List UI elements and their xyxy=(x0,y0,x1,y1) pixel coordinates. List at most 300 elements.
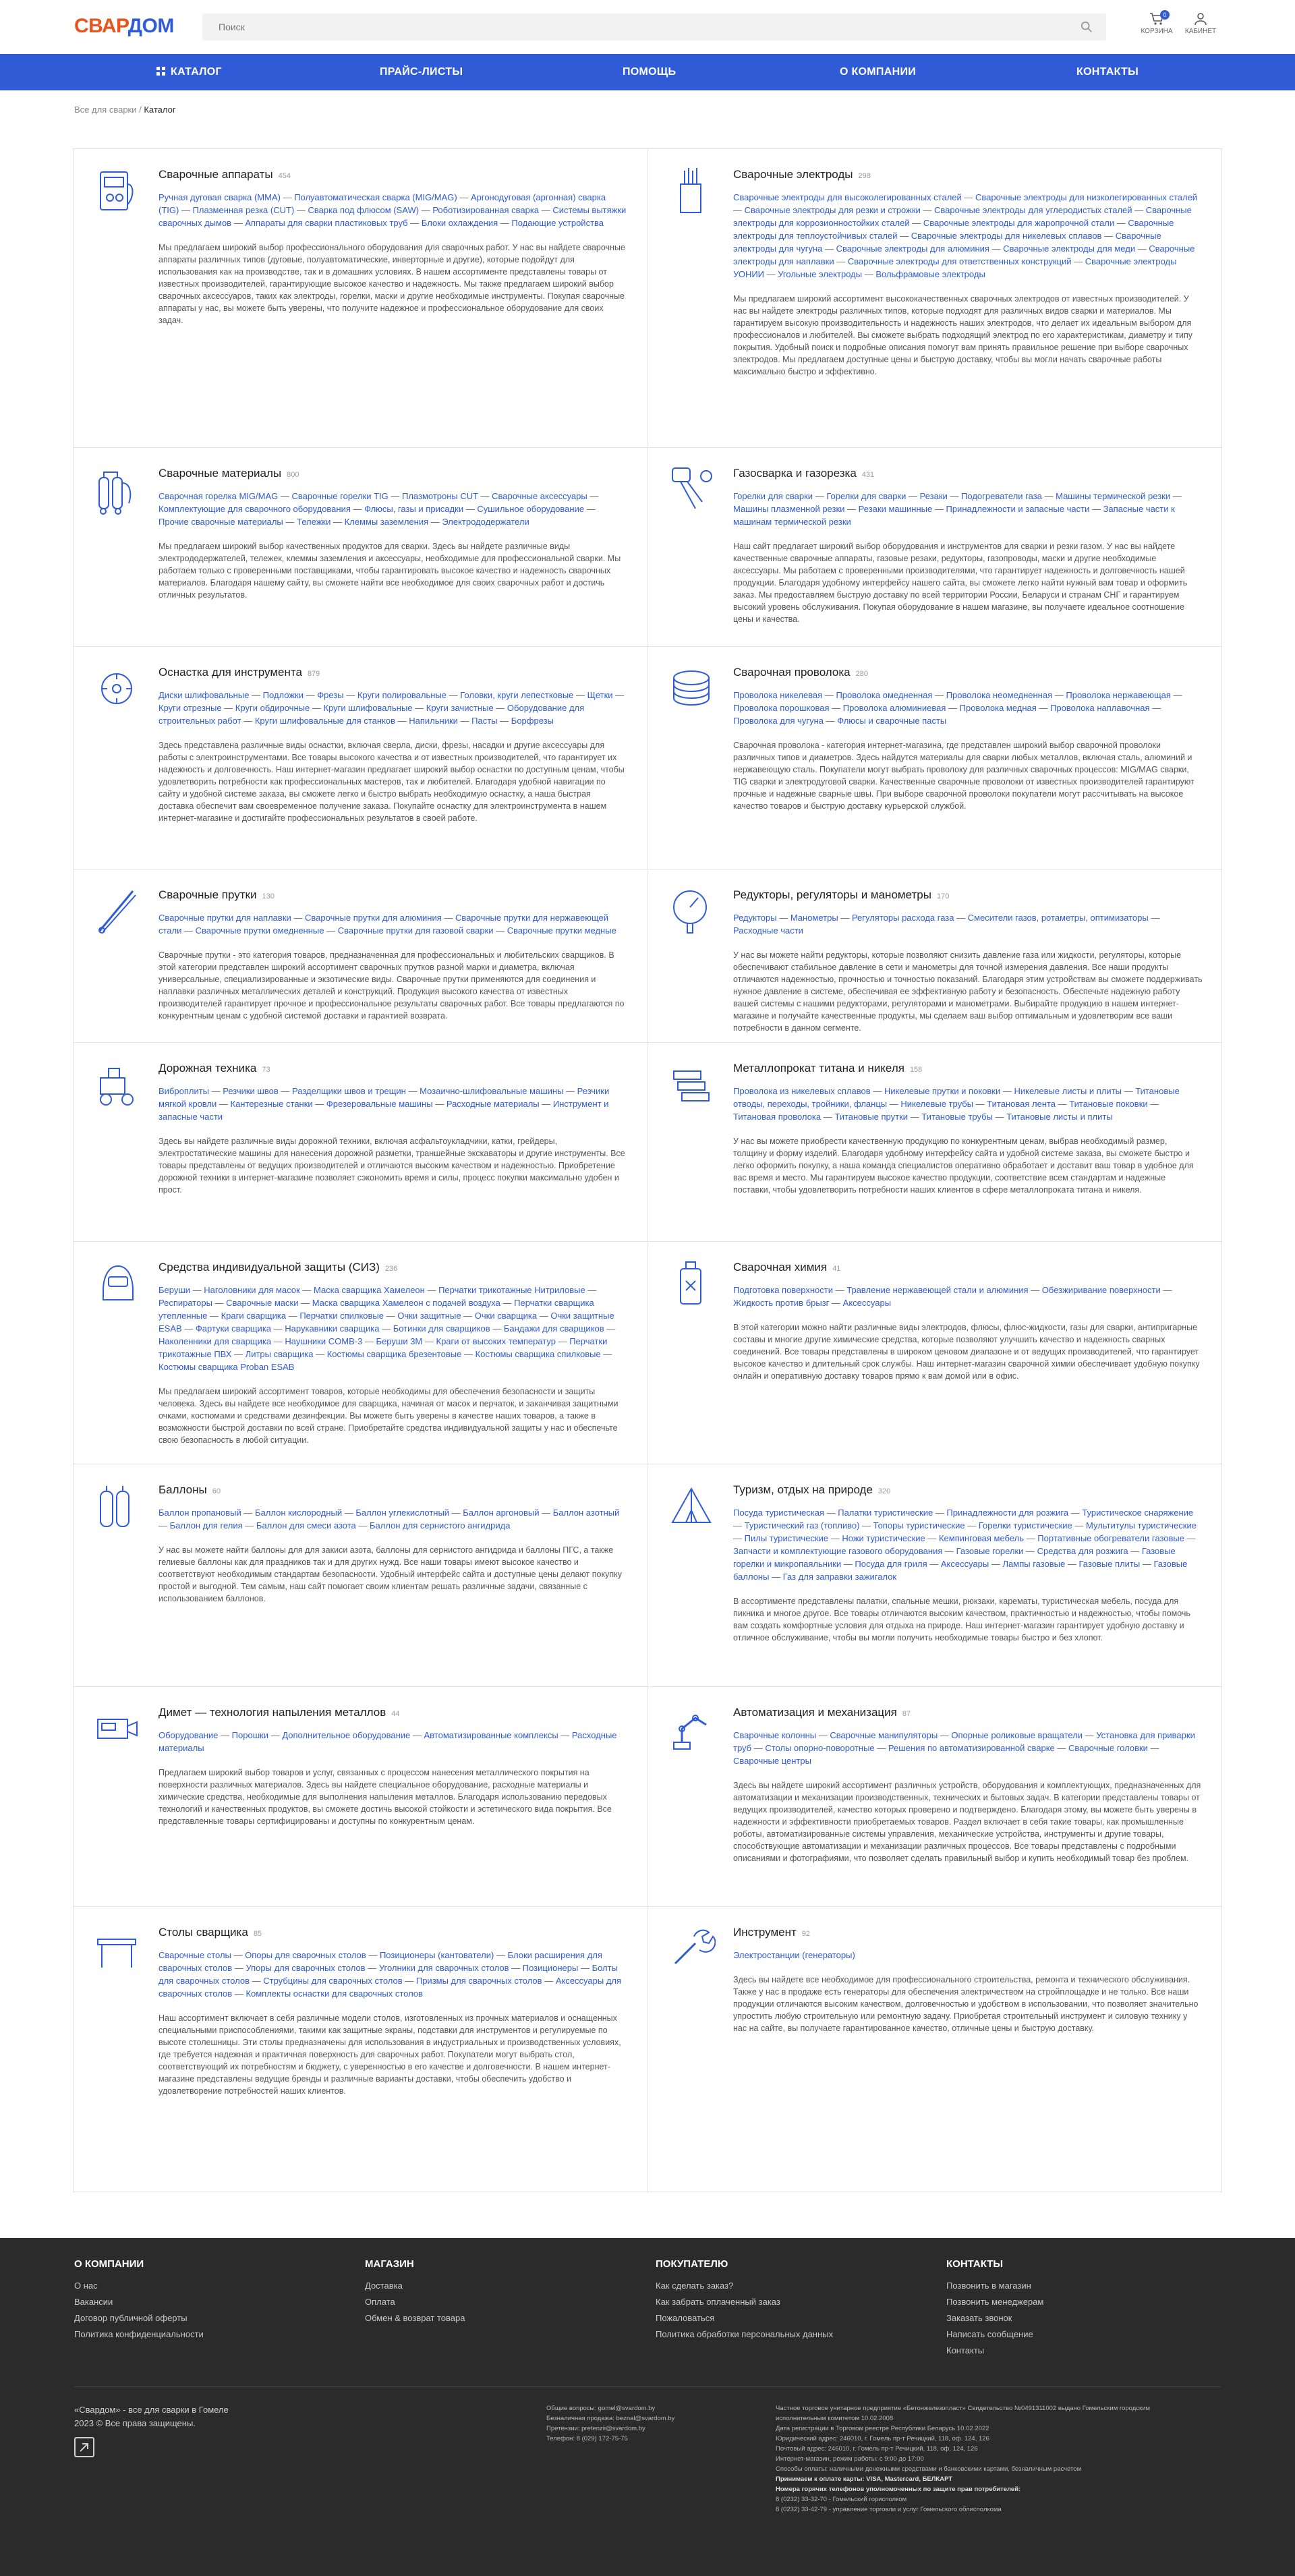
subcategory-link[interactable]: Проволока омедненная xyxy=(836,690,933,700)
category-title[interactable] xyxy=(733,1261,1203,1274)
category-title[interactable] xyxy=(733,467,1203,480)
footer-link[interactable]: Позвонить в магазин xyxy=(946,2281,1031,2291)
subcategory-link[interactable]: Портативные обогреватели газовые xyxy=(1037,1533,1184,1543)
category-count: 41 xyxy=(832,1265,841,1273)
subcategory-link[interactable]: Аргонодуговая (аргонная) сварка (TIG) xyxy=(159,192,606,215)
subcategory-link[interactable]: Опоры для сварочных столов xyxy=(245,1950,366,1960)
pressure-gauge-icon[interactable] xyxy=(668,884,716,938)
link-separator: — xyxy=(457,192,471,202)
subcategory-link[interactable]: Мультитулы туристические xyxy=(1086,1520,1197,1530)
welding-table-icon[interactable] xyxy=(94,1922,141,1976)
category-title[interactable] xyxy=(159,1706,627,1719)
subcategory-link[interactable]: Запчасти и комплектующие газового оборудования xyxy=(733,1546,943,1556)
subcategory-link[interactable]: Проволока алюминиевая xyxy=(842,703,946,713)
subcategory-link[interactable]: Проволока никелевая xyxy=(733,690,823,700)
subcategory-link[interactable]: Блоки расширения для сварочных столов xyxy=(159,1950,602,1973)
subcategory-link[interactable]: Газовые горелки xyxy=(956,1546,1024,1556)
subcategory-link[interactable]: Блоки охлаждения xyxy=(421,218,498,228)
subcategory-link[interactable]: Литры сварщика xyxy=(245,1349,314,1359)
footer-link[interactable]: Как сделать заказ? xyxy=(656,2281,734,2291)
subcategory-link[interactable]: Сварка под флюсом (SAW) xyxy=(308,205,420,215)
subcategory-link[interactable]: Ботинки для сварщиков xyxy=(393,1323,490,1334)
subcategory-link[interactable]: Нарукавники сварщика xyxy=(285,1323,380,1334)
subcategory-link[interactable]: Круги зачистные xyxy=(426,703,494,713)
subcategory-link[interactable]: Упоры для сварочных столов xyxy=(246,1963,366,1973)
subcategory-link[interactable]: Сварочные прутки для нержавеющей стали xyxy=(159,913,609,936)
catalog-card xyxy=(74,1464,648,1687)
subcategory-link[interactable]: Флюсы, газы и присадки xyxy=(364,504,464,514)
subcategory-link[interactable]: Смесители газов, ротаметры, оптимизаторы xyxy=(967,913,1149,923)
welding-machine-icon[interactable] xyxy=(94,164,141,218)
subcategory-link[interactable]: Позиционеры (кантователи) xyxy=(379,1950,494,1960)
subcategory-links xyxy=(733,1284,1203,1309)
subcategory-link[interactable]: Бандажи для сварщиков xyxy=(503,1323,604,1334)
subcategory-link[interactable]: Никелевые листы и плиты xyxy=(1014,1086,1122,1096)
link-separator: — xyxy=(447,690,461,700)
subcategory-link[interactable]: Расходные материалы xyxy=(446,1099,540,1109)
subcategory-link[interactable]: Круги отрезные xyxy=(159,703,222,713)
subcategory-link[interactable]: Виброплиты xyxy=(159,1086,210,1096)
subcategory-link[interactable]: Сварочные электроды для наплавки xyxy=(733,244,1195,266)
footer-divider xyxy=(74,2386,1221,2387)
subcategory-link[interactable]: Электростанции (генераторы) xyxy=(733,1950,855,1960)
subcategory-link[interactable]: Титановые отводы, переходы, тройники, фланцы xyxy=(733,1086,1180,1109)
subcategory-link[interactable]: Комплекты оснастки для сварочных столов xyxy=(246,1988,423,1999)
subcategory-link[interactable]: Никелевые трубы xyxy=(900,1099,974,1109)
subcategory-link[interactable]: Резаки xyxy=(919,491,948,501)
subcategory-link[interactable]: Сварочные электроды для меди xyxy=(1003,244,1136,254)
subcategory-link[interactable]: Проволока для чугуна xyxy=(733,716,824,726)
welding-rods-icon[interactable] xyxy=(94,884,141,938)
subcategory-link[interactable]: Струбцины для сварочных столов xyxy=(263,1976,403,1986)
category-title[interactable] xyxy=(159,1062,627,1075)
subcategory-link[interactable]: Баллон для сернистого ангидрида xyxy=(370,1520,511,1530)
subcategory-link[interactable]: Костюмы сварщика брезентовые xyxy=(326,1349,462,1359)
subcategory-link[interactable]: Порошки xyxy=(231,1730,269,1740)
wire-spool-icon[interactable] xyxy=(668,662,716,716)
subcategory-link[interactable]: Принадлежности для розжига xyxy=(946,1508,1069,1518)
subcategory-link[interactable]: Топоры туристические xyxy=(873,1520,965,1530)
subcategory-link[interactable]: Респираторы xyxy=(159,1298,212,1308)
subcategory-link[interactable]: Перчатки трикотажные Нитриловые xyxy=(438,1285,585,1295)
welding-materials-icon[interactable] xyxy=(94,463,141,517)
subcategory-link[interactable]: Щетки xyxy=(587,690,613,700)
subcategory-link[interactable]: Баллон углекислотный xyxy=(355,1508,450,1518)
nav-item-about[interactable]: О КОМПАНИИ xyxy=(840,66,917,78)
category-title-text: Димет — технология напыления металлов xyxy=(159,1706,386,1719)
subcategory-link[interactable]: Костюмы сварщика спилковые xyxy=(475,1349,601,1359)
subcategory-link[interactable]: Баллон кислородный xyxy=(255,1508,343,1518)
subcategory-link[interactable]: Маска сварщика Хамелеон xyxy=(313,1285,425,1295)
subcategory-link[interactable]: Газ для заправки зажигалок xyxy=(782,1572,897,1582)
subcategory-link[interactable]: Травление нержавеющей стали и алюминия xyxy=(846,1285,1029,1295)
subcategory-link[interactable]: Угольные электроды xyxy=(778,269,863,279)
subcategory-link[interactable]: Газовые плиты xyxy=(1078,1559,1141,1569)
subcategory-link[interactable]: Машины плазменной резки xyxy=(733,504,845,514)
subcategory-link[interactable]: Средства для розжига xyxy=(1037,1546,1128,1556)
subcategory-link[interactable]: Роботизированная сварка xyxy=(432,205,540,215)
subcategory-link[interactable]: Беруши 3M xyxy=(376,1336,423,1346)
search-input[interactable] xyxy=(202,13,1106,40)
footer-link[interactable]: Написать сообщение xyxy=(946,2329,1033,2339)
gas-cylinders-icon[interactable] xyxy=(94,1479,141,1533)
category-title-text: Газосварка и газорезка xyxy=(733,467,857,480)
nav-item-catalog[interactable]: КАТАЛОГ xyxy=(156,54,222,90)
nav-item-contacts[interactable]: КОНТАКТЫ xyxy=(1076,66,1139,78)
category-title[interactable] xyxy=(733,888,1203,902)
subcategory-link[interactable]: Обезжиривание поверхности xyxy=(1041,1285,1161,1295)
subcategory-link[interactable]: Проволока наплавочная xyxy=(1050,703,1150,713)
subcategory-link[interactable]: Подготовка поверхности xyxy=(733,1285,834,1295)
category-title[interactable] xyxy=(159,467,627,480)
subcategory-link[interactable]: Подающие устройства xyxy=(511,218,604,228)
subcategory-link[interactable]: Баллон для гелия xyxy=(169,1520,243,1530)
subcategory-link[interactable]: Баллон пропановый xyxy=(159,1508,241,1518)
subcategory-links xyxy=(159,689,627,727)
category-title[interactable] xyxy=(733,1483,1203,1497)
subcategory-link[interactable]: Болты для сварочных столов xyxy=(159,1963,618,1986)
subcategory-link[interactable]: Сварочные маски xyxy=(226,1298,299,1308)
subcategory-link[interactable]: Перчатки спилковые xyxy=(299,1311,384,1321)
subcategory-link[interactable]: Машины термической резки xyxy=(1056,491,1171,501)
subcategory-link[interactable]: Призмы для сварочных столов xyxy=(415,1976,542,1986)
subcategory-link[interactable]: Прочие сварочные материалы xyxy=(159,517,283,527)
footer-link[interactable]: Заказать звонок xyxy=(946,2313,1012,2323)
link-separator: — xyxy=(587,491,599,501)
subcategory-link[interactable]: Подогреватели газа xyxy=(961,491,1042,501)
subcategory-link[interactable]: Фрезы xyxy=(317,690,344,700)
nav-item-help[interactable]: ПОМОЩЬ xyxy=(623,66,677,78)
subcategory-link[interactable]: Сварочные центры xyxy=(733,1756,811,1766)
subcategory-link[interactable]: Наушники COMB-3 xyxy=(285,1336,363,1346)
subcategory-link[interactable]: Пилы туристические xyxy=(744,1533,829,1543)
catalog-card-body xyxy=(159,1926,627,2097)
subcategory-link[interactable]: Установка для приварки труб xyxy=(733,1730,1195,1753)
subcategory-link[interactable]: Решения по автоматизированной сварке xyxy=(888,1743,1055,1753)
subcategory-link[interactable]: Лампы газовые xyxy=(1002,1559,1066,1569)
subcategory-link[interactable]: Манометры xyxy=(790,913,838,923)
category-title[interactable] xyxy=(159,888,627,902)
link-separator: — xyxy=(232,1988,246,1999)
link-separator: — xyxy=(822,244,836,254)
footer-link[interactable]: Позвонить менеджерам xyxy=(946,2297,1044,2307)
subcategory-link[interactable]: Оборудование для строительных работ xyxy=(159,703,585,726)
subcategory-link[interactable]: Оборудование xyxy=(159,1730,219,1740)
subcategory-link[interactable]: Аксессуары xyxy=(940,1559,989,1569)
subcategory-link[interactable]: Аксессуары для сварочных столов xyxy=(159,1976,622,1999)
link-separator: — xyxy=(961,192,976,202)
category-count: 236 xyxy=(384,1265,398,1273)
subcategory-link[interactable]: Круги шлифовальные для станков xyxy=(254,716,396,726)
subcategory-link[interactable]: Сварочные электроды для никелевых сплавов xyxy=(911,231,1102,241)
subcategory-link[interactable]: Автоматизированные комплексы xyxy=(424,1730,558,1740)
subcategory-link[interactable]: Горелки туристические xyxy=(978,1520,1072,1530)
subcategory-link[interactable]: Сварочные прутки для алюминия xyxy=(305,913,442,923)
catalog-card-body xyxy=(733,1706,1203,1864)
cart-button[interactable] xyxy=(1133,12,1180,35)
subcategory-link[interactable]: Кемпинговая мебель xyxy=(938,1533,1025,1543)
subcategory-link[interactable]: Баллон азотный xyxy=(552,1508,620,1518)
subcategory-link[interactable]: Беруши xyxy=(159,1285,191,1295)
tent-icon[interactable] xyxy=(668,1479,716,1533)
subcategory-link[interactable]: Напильники xyxy=(409,716,458,726)
tool-icon[interactable] xyxy=(668,1922,716,1976)
subcategory-link[interactable]: Титановые трубы xyxy=(921,1112,993,1122)
subcategory-link[interactable]: Вольфрамовые электроды xyxy=(875,269,985,279)
subcategory-link[interactable]: Перчатки сварщика утепленные xyxy=(159,1298,594,1321)
subcategory-link[interactable]: Проволока из никелевых сплавов xyxy=(733,1086,871,1096)
link-separator: — xyxy=(1023,1546,1037,1556)
breadcrumb-home[interactable]: Все для сварки xyxy=(74,105,137,115)
subcategory-link[interactable]: Титановые поковки xyxy=(1069,1099,1148,1109)
welding-chemistry-icon[interactable] xyxy=(668,1257,716,1311)
footer-link[interactable]: Политика обработки персональных данных xyxy=(656,2329,834,2339)
category-title[interactable] xyxy=(159,1926,627,1939)
subcategory-link[interactable]: Уголники для сварочных столов xyxy=(378,1963,509,1973)
subcategory-link[interactable]: Сварочные электроды для низколегированных сталей xyxy=(975,192,1198,202)
subcategory-link[interactable]: Краги сварщика xyxy=(221,1311,287,1321)
subcategory-link[interactable]: Мозаично-шлифовальные машины xyxy=(420,1086,564,1096)
subcategory-link[interactable]: Сварочные электроды для коррозионностойких сталей xyxy=(733,205,1192,228)
catalog-card xyxy=(74,1242,648,1464)
catalog-card-body xyxy=(733,1483,1203,1644)
subcategory-link[interactable]: Комплектующие для сварочного оборудования xyxy=(159,504,351,514)
subcategory-link[interactable]: Ножи туристические xyxy=(842,1533,925,1543)
subcategory-link[interactable]: Кантерезные станки xyxy=(230,1099,313,1109)
cabinet-button[interactable] xyxy=(1177,12,1224,35)
subcategory-link[interactable]: Посуда для гриля xyxy=(855,1559,927,1569)
category-title[interactable] xyxy=(159,1483,627,1497)
subcategory-link[interactable]: Титановая лента xyxy=(987,1099,1056,1109)
footer-link[interactable]: Контакты xyxy=(946,2345,985,2355)
subcategory-link[interactable]: Сварочные электроды для теплоустойчивых сталей xyxy=(733,218,1174,241)
subcategory-links xyxy=(159,490,627,528)
subcategory-link[interactable]: Проволока медная xyxy=(959,703,1037,713)
subcategory-link[interactable]: Круги полировальные xyxy=(357,690,447,700)
link-separator: — xyxy=(920,205,935,215)
subcategory-link[interactable]: Жидкость против брызг xyxy=(733,1298,830,1308)
subcategory-link[interactable]: Сварочные головки xyxy=(1068,1743,1148,1753)
subcategory-link[interactable]: Плазмотроны CUT xyxy=(401,491,478,501)
grid-icon xyxy=(156,67,165,76)
category-title[interactable] xyxy=(159,666,627,679)
catalog-card-body xyxy=(733,168,1203,378)
subcategory-link[interactable]: Расходные части xyxy=(733,925,803,936)
subcategory-link[interactable]: Никелевые прутки и поковки xyxy=(884,1086,1001,1096)
subcategory-link[interactable]: Системы вытяжки сварочных дымов xyxy=(159,205,627,228)
electrodes-icon[interactable] xyxy=(668,164,716,218)
subcategory-link[interactable]: Пасты xyxy=(471,716,498,726)
subcategory-link[interactable]: Титановые листы и плиты xyxy=(1006,1112,1113,1122)
subcategory-link[interactable]: Проволока нержавеющая xyxy=(1066,690,1171,700)
category-count: 60 xyxy=(212,1487,221,1495)
subcategory-link[interactable]: Фартуки сварщика xyxy=(195,1323,272,1334)
subcategory-link[interactable]: Разделщики швов и трещин xyxy=(292,1086,406,1096)
subcategory-link[interactable]: Титановые прутки xyxy=(834,1112,909,1122)
subcategory-link[interactable]: Фрезеровальные машины xyxy=(326,1099,433,1109)
subcategory-link[interactable]: Резчики швов xyxy=(223,1086,279,1096)
subcategory-link[interactable]: Газовые баллоны xyxy=(733,1559,1188,1582)
search-icon[interactable] xyxy=(1081,21,1093,33)
subcategory-link[interactable]: Очки сварщика xyxy=(474,1311,538,1321)
tool-accessories-icon[interactable] xyxy=(94,662,141,716)
subcategory-link[interactable]: Титановая проволока xyxy=(733,1112,822,1122)
category-title-text: Редукторы, регуляторы и манометры xyxy=(733,888,931,901)
subcategory-link[interactable]: Перчатки трикотажные ПВХ xyxy=(159,1336,608,1359)
subcategory-link[interactable]: Сварочные электроды УОНИИ xyxy=(733,256,1177,279)
subcategory-link[interactable]: Борфрезы xyxy=(511,716,554,726)
subcategory-link[interactable]: Сварочные электроды для высоколегированных сталей xyxy=(733,192,962,202)
link-separator: — xyxy=(179,205,193,215)
subcategory-link[interactable]: Регуляторы расхода газа xyxy=(851,913,954,923)
metal-spraying-icon[interactable] xyxy=(94,1702,141,1756)
metal-products-icon[interactable] xyxy=(668,1058,716,1112)
subcategory-links xyxy=(733,1949,1203,1962)
category-title[interactable] xyxy=(733,168,1203,181)
share-icon[interactable] xyxy=(74,2437,94,2457)
category-title[interactable] xyxy=(733,666,1203,679)
subcategory-link[interactable]: Баллон аргоновый xyxy=(463,1508,540,1518)
subcategory-link[interactable]: Сварочная горелка MIG/MAG xyxy=(159,491,279,501)
footer-link[interactable]: Политика конфиденциальности xyxy=(74,2329,204,2339)
gas-cutting-icon[interactable] xyxy=(668,463,716,517)
subcategory-link[interactable]: Сварочные аксессуары xyxy=(492,491,587,501)
subcategory-link[interactable]: Проволока порошковая xyxy=(733,703,830,713)
subcategory-link[interactable]: Круги шлифовальные xyxy=(323,703,413,713)
subcategory-link[interactable]: Электрододержатели xyxy=(442,517,529,527)
category-title[interactable] xyxy=(733,1706,1203,1719)
subcategory-link[interactable]: Очки защитные xyxy=(397,1311,461,1321)
subcategory-link[interactable]: Горелки для сварки xyxy=(733,491,813,501)
protective-equipment-icon[interactable] xyxy=(94,1257,141,1311)
link-separator: — xyxy=(1101,231,1116,241)
subcategory-link[interactable]: Костюмы сварщика Proban ESAB xyxy=(159,1362,295,1372)
subcategory-link[interactable]: Сварочные электроды для углеродистых сталей xyxy=(934,205,1132,215)
subcategory-link[interactable]: Баллон для смеси азота xyxy=(256,1520,356,1530)
subcategory-link[interactable]: Туристическое снаряжение xyxy=(1082,1508,1194,1518)
subcategory-link[interactable]: Принадлежности и запасные части xyxy=(946,504,1090,514)
link-separator: — xyxy=(965,1520,979,1530)
subcategory-link[interactable]: Клеммы заземления xyxy=(344,517,429,527)
category-title-text: Металлопрокат титана и никеля xyxy=(733,1062,904,1075)
subcategory-link[interactable]: Флюсы и сварочные пасты xyxy=(837,716,947,726)
subcategory-link[interactable]: Опорные роликовые вращатели xyxy=(951,1730,1083,1740)
subcategory-link[interactable]: Горелки для сварки xyxy=(826,491,906,501)
subcategory-link[interactable]: Аппараты для сварки пластиковых труб xyxy=(245,218,408,228)
subcategory-link[interactable]: Сварочные электроды для резки и строжки xyxy=(744,205,921,215)
subcategory-link[interactable]: Наголовники для масок xyxy=(204,1285,300,1295)
subcategory-link[interactable]: Столы опорно-поворотные xyxy=(765,1743,875,1753)
link-separator: — xyxy=(833,1285,847,1295)
subcategory-link[interactable]: Сварочные горелки TIG xyxy=(291,491,388,501)
link-separator: — xyxy=(478,491,492,501)
subcategory-link[interactable]: Сварочные электроды для ответственных конструкций xyxy=(847,256,1072,266)
footer-link[interactable]: Оплата xyxy=(365,2297,395,2307)
subcategory-link[interactable]: Резчики мягкой кровли xyxy=(159,1086,610,1109)
subcategory-link[interactable]: Посуда туристическая xyxy=(733,1508,824,1518)
subcategory-link[interactable]: Подложки xyxy=(262,690,304,700)
footer-link[interactable]: Договор публичной оферты xyxy=(74,2313,188,2323)
link-separator: — xyxy=(286,1311,300,1321)
subcategory-link[interactable]: Сварочные прутки омедненные xyxy=(195,925,324,936)
catalog-card xyxy=(648,1907,1223,2193)
subcategory-link[interactable]: Маска сварщика Хамелеон с подачей воздуха xyxy=(312,1298,500,1308)
category-description: У нас вы можете найти редукторы, которые позволяют снизить давление газа или жидкости, регуляторы, которые обеспечивают стабильное давление в сети и манометры для точной измерения давления. Все наши продукты отличаются надежностью, прочностью и точностью показаний. Благодаря этим устройствам вы сможете поддерживать нужное давление в системе, обеспечивая ее эффективную работу и безопасность. Обеспечьте надежную работу вашей системы с нашими редукторами, регуляторами и манометрами. Выбирайте продукцию в нашем интернет-магазине и получайте качественные продукты, мы сделаем ваш выбор оптимальным и удовлетворим все ваши потребности в данном сегменте. xyxy=(733,950,1203,1033)
subcategory-link[interactable]: Дополнительное оборудование xyxy=(282,1730,411,1740)
subcategory-link[interactable]: Позиционеры xyxy=(522,1963,579,1973)
subcategory-link[interactable]: Сварочные электроды для алюминия xyxy=(836,244,989,254)
subcategory-link[interactable]: Наколенники для сварщика xyxy=(159,1336,272,1346)
subcategory-link[interactable]: Палатки туристические xyxy=(838,1508,933,1518)
subcategory-link[interactable]: Проволока неомедненная xyxy=(946,690,1053,700)
subcategory-link[interactable]: Ручная дуговая сварка (MMA) xyxy=(159,192,281,202)
footer-link[interactable]: О нас xyxy=(74,2281,98,2291)
subcategory-link[interactable]: Аксессуары xyxy=(842,1298,892,1308)
subcategory-link[interactable]: Полуавтоматическая сварка (MIG/MAG) xyxy=(294,192,457,202)
footer-link[interactable]: Обмен & возврат товара xyxy=(365,2313,465,2323)
catalog-card xyxy=(648,1687,1223,1907)
link-separator: — xyxy=(908,1112,922,1122)
subcategory-link[interactable]: Круги обдирочные xyxy=(235,703,310,713)
link-separator: — xyxy=(909,218,923,228)
subcategory-link[interactable]: Запасные части к машинам термической резки xyxy=(733,504,1175,527)
footer-link[interactable]: Пожаловаться xyxy=(656,2313,715,2323)
subcategory-link[interactable]: Краги от высоких температур xyxy=(436,1336,556,1346)
link-separator: — xyxy=(221,703,235,713)
subcategory-link[interactable]: Сушильное оборудование xyxy=(477,504,585,514)
subcategory-link[interactable]: Сварочные столы xyxy=(159,1950,231,1960)
subcategory-link[interactable]: Резаки машинные xyxy=(858,504,933,514)
category-title[interactable] xyxy=(733,1062,1203,1075)
subcategory-link[interactable]: Сварочные колонны xyxy=(733,1730,817,1740)
category-title-text: Туризм, отдых на природе xyxy=(733,1483,873,1496)
nav-item-price-lists[interactable]: ПРАЙС-ЛИСТЫ xyxy=(380,66,463,78)
subcategory-link[interactable]: Очки защитные ESAB xyxy=(159,1311,614,1334)
link-separator: — xyxy=(932,504,946,514)
category-title[interactable] xyxy=(159,1261,627,1274)
category-title-text: Автоматизация и механизация xyxy=(733,1706,897,1719)
subcategory-link[interactable]: Сварочные электроды для жаропрочной стали xyxy=(923,218,1115,228)
subcategory-link[interactable]: Тележки xyxy=(297,517,331,527)
road-machinery-icon[interactable] xyxy=(94,1058,141,1112)
link-separator: — xyxy=(1041,491,1056,501)
subcategory-link[interactable]: Сварочные прутки для наплавки xyxy=(159,913,291,923)
link-separator: — xyxy=(954,913,968,923)
subcategory-link[interactable]: Туристический газ (топливо) xyxy=(744,1520,860,1530)
subcategory-link[interactable]: Сварочные прутки медные xyxy=(507,925,616,936)
subcategory-link[interactable]: Сварочные прутки для газовой сварки xyxy=(337,925,494,936)
subcategory-link[interactable]: Головки, круги лепестковые xyxy=(460,690,574,700)
footer-link[interactable]: Доставка xyxy=(365,2281,403,2291)
subcategory-link[interactable]: Инструмент и запасные части xyxy=(159,1099,609,1122)
link-separator: — xyxy=(989,244,1004,254)
subcategory-link[interactable]: Сварочные манипуляторы xyxy=(830,1730,938,1740)
subcategory-link[interactable]: Редукторы xyxy=(733,913,777,923)
category-title[interactable] xyxy=(159,168,627,181)
subcategory-link[interactable]: Диски шлифовальные xyxy=(159,690,250,700)
subcategory-link[interactable]: Сварочные электроды для чугуна xyxy=(733,231,1161,254)
link-separator: — xyxy=(271,1336,285,1346)
subcategory-link[interactable]: Газовые горелки и микропаяльники xyxy=(733,1546,1176,1569)
footer-link[interactable]: Вакансии xyxy=(74,2297,113,2307)
category-title[interactable] xyxy=(733,1926,1203,1939)
footer-link[interactable]: Как забрать оплаченный заказ xyxy=(656,2297,780,2307)
subcategory-link[interactable]: Расходные материалы xyxy=(159,1730,617,1753)
link-separator: — xyxy=(1071,256,1085,266)
subcategory-link[interactable]: Плазменная резка (CUT) xyxy=(192,205,295,215)
site-logo[interactable]: СВАРДОМ xyxy=(74,15,174,37)
automation-icon[interactable] xyxy=(668,1702,716,1756)
